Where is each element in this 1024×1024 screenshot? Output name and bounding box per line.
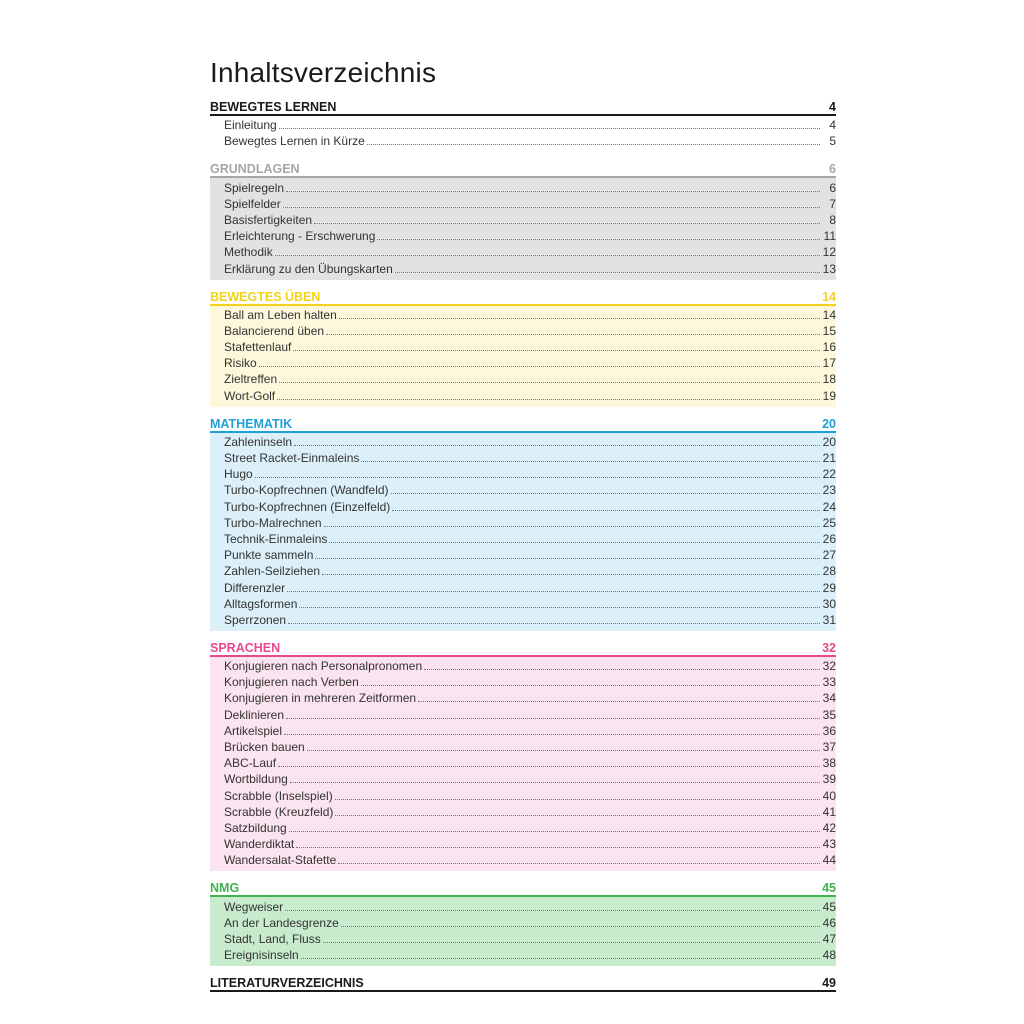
toc-section (210, 638, 836, 871)
entry-page-number: 21 (822, 451, 836, 465)
entry-label: Alltagsformen (224, 596, 298, 611)
toc-entry[interactable] (224, 562, 836, 578)
toc-entry[interactable] (224, 770, 836, 786)
entry-page-number: 41 (822, 804, 836, 819)
toc-entry[interactable] (224, 546, 836, 562)
entry-page-number: 31 (822, 612, 836, 627)
dot-leader (335, 799, 820, 800)
toc-entry[interactable] (224, 786, 836, 802)
toc-entry[interactable] (224, 449, 836, 465)
toc-entry[interactable] (224, 132, 836, 148)
toc-entry[interactable] (224, 514, 836, 530)
toc-entry[interactable] (224, 386, 836, 402)
toc-entry[interactable] (224, 851, 836, 867)
section-page-number: 45 (822, 881, 836, 896)
dot-leader (326, 334, 820, 335)
entry-label: Erleichterung - Erschwerung (224, 229, 376, 244)
dot-leader (296, 847, 820, 848)
dot-leader (294, 445, 820, 446)
toc-entry[interactable] (224, 338, 836, 354)
entry-list (210, 433, 836, 631)
toc-entry[interactable] (224, 481, 836, 497)
toc-entry[interactable] (224, 433, 836, 449)
entry-page-number: 19 (822, 388, 836, 403)
toc-entry[interactable] (224, 259, 836, 275)
dot-leader (259, 366, 820, 367)
dot-leader (275, 255, 820, 256)
section-page-number: 32 (822, 640, 836, 655)
toc-entry[interactable] (224, 611, 836, 627)
toc-entry[interactable] (224, 689, 836, 705)
entry-page-number: 45 (822, 899, 836, 914)
toc-entry[interactable] (224, 595, 836, 611)
dot-leader (361, 685, 820, 686)
entry-page-number: 30 (822, 596, 836, 611)
dot-leader (339, 318, 820, 319)
entry-label: Erklärung zu den Übungskarten (224, 261, 393, 276)
section-spacer (210, 631, 836, 638)
toc-entry[interactable] (224, 306, 836, 322)
entry-page-number: 13 (822, 261, 836, 276)
entry-label: Wortbildung (224, 772, 288, 787)
entry-page-number: 27 (822, 548, 836, 563)
toc-entry[interactable] (224, 243, 836, 259)
toc-entry[interactable] (224, 578, 836, 594)
entry-label: Ball am Leben halten (224, 307, 337, 322)
section-title: GRUNDLAGEN (210, 162, 300, 177)
toc-section (210, 878, 836, 966)
section-title: BEWEGTES ÜBEN (210, 289, 321, 304)
dot-leader (391, 493, 820, 494)
entry-list (210, 178, 836, 279)
toc-entry[interactable] (224, 465, 836, 481)
toc-section (210, 97, 836, 152)
toc-entry[interactable] (224, 178, 836, 194)
entry-label: Einleitung (224, 118, 277, 133)
section-spacer (210, 407, 836, 414)
toc-entry[interactable] (224, 195, 836, 211)
entry-label: Zahlen-Seilziehen (224, 564, 321, 579)
entry-list (210, 116, 836, 152)
section-title: NMG (210, 881, 240, 896)
dot-leader (301, 958, 820, 959)
entry-page-number: 38 (822, 756, 836, 771)
dot-leader (299, 607, 820, 608)
toc-entry[interactable] (224, 803, 836, 819)
entry-label: Wort-Golf (224, 388, 276, 403)
entry-page-number: 35 (822, 707, 836, 722)
entry-label: Spielregeln (224, 180, 285, 195)
table-of-contents (210, 56, 836, 992)
entry-page-number: 20 (822, 434, 836, 449)
section-heading[interactable] (210, 414, 836, 433)
entry-label: Zahleninseln (224, 434, 293, 449)
toc-entry[interactable] (224, 930, 836, 946)
dot-leader (314, 223, 820, 224)
entry-label: Methodik (224, 245, 273, 260)
entry-page-number: 7 (829, 196, 836, 211)
toc-section (210, 414, 836, 631)
entry-label: Bewegtes Lernen in Kürze (224, 134, 365, 149)
toc-entry[interactable] (224, 673, 836, 689)
dot-leader (286, 191, 820, 192)
entry-page-number: 4 (829, 118, 836, 133)
entry-page-number: 5 (829, 134, 836, 149)
dot-leader (279, 382, 820, 383)
entry-page-number: 14 (822, 307, 836, 322)
section-title: MATHEMATIK (210, 416, 293, 431)
entry-page-number: 23 (822, 483, 836, 498)
toc-entry[interactable] (224, 227, 836, 243)
entry-list (210, 306, 836, 407)
entry-page-number: 8 (829, 212, 836, 227)
entry-page-number: 12 (822, 245, 836, 260)
entry-list (210, 657, 836, 871)
entry-page-number: 16 (822, 340, 836, 355)
entry-label: Deklinieren (224, 707, 285, 722)
entry-page-number: 17 (822, 356, 836, 371)
entry-page-number: 22 (822, 467, 836, 482)
section-heading[interactable] (210, 159, 836, 178)
dot-leader (307, 750, 820, 751)
entry-label: Hugo (224, 467, 253, 482)
section-spacer (210, 966, 836, 973)
section-title: SPRACHEN (210, 640, 281, 655)
section-spacer (210, 152, 836, 159)
dot-leader (290, 782, 820, 783)
dot-leader (335, 815, 820, 816)
entry-label: Turbo-Kopfrechnen (Wandfeld) (224, 483, 389, 498)
section-page-number: 14 (822, 289, 836, 304)
entry-page-number: 26 (822, 531, 836, 546)
toc-section (210, 973, 836, 992)
toc-entry[interactable] (224, 897, 836, 913)
toc-entry[interactable] (224, 497, 836, 513)
entry-label: ABC-Lauf (224, 756, 277, 771)
page-title: Inhaltsverzeichnis (210, 57, 437, 88)
dot-leader (284, 734, 820, 735)
entry-page-number: 42 (822, 820, 836, 835)
toc-entry[interactable] (224, 322, 836, 338)
toc-entry[interactable] (224, 530, 836, 546)
entry-label: Sperrzonen (224, 612, 287, 627)
dot-leader (289, 831, 820, 832)
entry-label: Differenzler (224, 580, 286, 595)
entry-label: Brücken bauen (224, 740, 305, 754)
entry-page-number: 6 (829, 180, 836, 195)
section-heading[interactable] (210, 287, 836, 306)
section-title: BEWEGTES LERNEN (210, 100, 337, 114)
entry-page-number: 39 (822, 772, 836, 787)
dot-leader (329, 542, 820, 543)
dot-leader (324, 526, 820, 527)
dot-leader (278, 766, 820, 767)
dot-leader (361, 461, 820, 462)
entry-label: Wegweiser (224, 899, 284, 914)
section-page-number: 6 (829, 162, 836, 177)
entry-page-number: 40 (822, 788, 836, 803)
toc-entry[interactable] (224, 754, 836, 770)
section-spacer (210, 280, 836, 287)
entry-page-number: 24 (822, 499, 836, 514)
entry-label: Scrabble (Kreuzfeld) (224, 804, 334, 819)
entry-page-number: 34 (822, 691, 836, 706)
section-page-number: 4 (829, 100, 836, 114)
dot-leader (323, 942, 820, 943)
entry-label: Risiko (224, 356, 257, 371)
section-page-number: 49 (822, 976, 836, 991)
dot-leader (338, 863, 820, 864)
entry-label: Basisfertigkeiten (224, 212, 313, 227)
entry-label: An der Landesgrenze (224, 915, 339, 930)
entry-page-number: 32 (822, 659, 836, 674)
dot-leader (293, 350, 820, 351)
dot-leader (285, 910, 820, 911)
entry-page-number: 43 (822, 837, 836, 852)
dot-leader (377, 239, 820, 240)
toc-section (210, 159, 836, 279)
section-spacer (210, 871, 836, 878)
dot-leader (287, 591, 820, 592)
entry-page-number: 29 (822, 580, 836, 595)
dot-leader (286, 718, 820, 719)
entry-page-number: 11 (823, 229, 836, 244)
dot-leader (418, 701, 820, 702)
entry-label: Wanderdiktat (224, 837, 295, 852)
toc-entry[interactable] (224, 354, 836, 370)
section-title: LITERATURVERZEICHNIS (210, 976, 364, 991)
toc-entry[interactable] (224, 914, 836, 930)
dot-leader (322, 574, 820, 575)
entry-label: Artikelspiel (224, 723, 283, 738)
dot-leader (341, 926, 820, 927)
dot-leader (277, 399, 820, 400)
entry-label: Spielfelder (224, 196, 281, 211)
entry-label: Konjugieren nach Personalpronomen (224, 659, 423, 674)
entry-page-number: 18 (822, 372, 836, 387)
section-page-number: 20 (822, 416, 836, 431)
section-heading[interactable] (210, 638, 836, 657)
entry-label: Zieltreffen (224, 372, 278, 387)
dot-leader (279, 128, 820, 129)
dot-leader (288, 623, 820, 624)
dot-leader (424, 669, 820, 670)
entry-page-number: 48 (822, 948, 836, 963)
toc-entry[interactable] (224, 738, 836, 754)
dot-leader (395, 272, 820, 273)
dot-leader (367, 144, 820, 145)
entry-page-number: 44 (822, 853, 836, 868)
toc-entry[interactable] (224, 705, 836, 721)
toc-entry[interactable] (224, 370, 836, 386)
dot-leader (255, 477, 820, 478)
dot-leader (283, 207, 820, 208)
section-heading[interactable] (210, 973, 836, 992)
dot-leader (392, 510, 820, 511)
toc-entry[interactable] (224, 657, 836, 673)
entry-label: Turbo-Kopfrechnen (Einzelfeld) (224, 499, 391, 514)
entry-page-number: 37 (822, 740, 836, 754)
toc-entry[interactable] (224, 722, 836, 738)
entry-list (210, 897, 836, 966)
entry-label: Technik-Einmaleins (224, 531, 328, 546)
entry-label: Stafettenlauf (224, 340, 292, 355)
entry-label: Turbo-Malrechnen (224, 515, 322, 530)
entry-page-number: 28 (822, 564, 836, 579)
toc-section (210, 287, 836, 407)
entry-page-number: 47 (822, 931, 836, 946)
entry-label: Konjugieren in mehreren Zeitformen (224, 691, 417, 706)
entry-label: Scrabble (Inselspiel) (224, 788, 333, 803)
entry-label: Stadt, Land, Fluss (224, 931, 321, 946)
entry-label: Street Racket-Einmaleins (224, 451, 360, 465)
entry-page-number: 33 (822, 675, 836, 690)
toc-entry[interactable] (224, 835, 836, 851)
section-heading[interactable] (210, 97, 836, 116)
entry-label: Balancierend üben (224, 323, 325, 338)
entry-label: Satzbildung (224, 820, 287, 835)
entry-page-number: 36 (822, 723, 836, 738)
toc-sections (210, 97, 836, 992)
toc-entry[interactable] (224, 211, 836, 227)
toc-entry[interactable] (224, 819, 836, 835)
section-heading[interactable] (210, 878, 836, 897)
entry-page-number: 25 (822, 515, 836, 530)
entry-label: Ereignisinseln (224, 948, 299, 963)
dot-leader (315, 558, 820, 559)
entry-label: Wandersalat-Stafette (224, 853, 337, 868)
entry-page-number: 15 (822, 323, 836, 338)
toc-entry[interactable] (224, 946, 836, 962)
entry-label: Konjugieren nach Verben (224, 675, 359, 690)
entry-label: Punkte sammeln (224, 548, 314, 563)
entry-page-number: 46 (822, 915, 836, 930)
toc-entry[interactable] (224, 116, 836, 132)
